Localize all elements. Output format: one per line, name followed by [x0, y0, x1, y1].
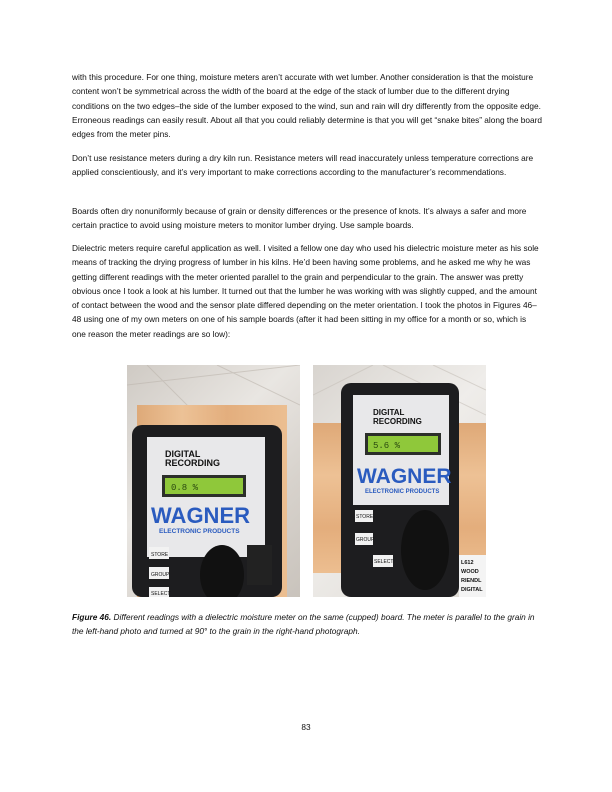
- wagner-logo: WAGNER: [151, 503, 250, 528]
- hand-grip-icon: [401, 510, 449, 590]
- paragraph-2: [72, 151, 542, 180]
- meter-photo-right-drawing: [313, 365, 486, 597]
- meter-strap: [247, 545, 272, 585]
- brand-line2: RECORDING: [165, 458, 221, 468]
- store-button-label: STORE: [151, 552, 169, 558]
- paragraph-text: Don’t use resistance meters during a dry kiln run. Resistance meters will read inaccurately unless temperature corrections are applied conscientiously, and it’s very important to make corrections according to the manufacturer’s recommendations.: [72, 153, 534, 178]
- paragraph-4: [72, 241, 542, 341]
- lcd-reading: 5.6 %: [373, 441, 401, 451]
- sticker-line: DIGITAL: [461, 587, 483, 593]
- paragraph-3: [72, 204, 542, 233]
- select-button-label: SELECT: [374, 559, 394, 565]
- group-button-label: GROUP: [356, 537, 375, 543]
- caption-label: Figure 46.: [72, 612, 112, 622]
- logo-subtitle: ELECTRONIC PRODUCTS: [365, 489, 440, 495]
- photo-meter-perpendicular: [313, 365, 486, 597]
- photo-meter-parallel: [127, 365, 300, 597]
- sticker-line: L612: [461, 560, 474, 566]
- paragraph-text: with this procedure. For one thing, moisture meters aren’t accurate with wet lumber. Another consideration is that the moisture content won’t be symmetrical across the width of the board at the edge of the stack of lumber due to the different drying conditions on the two edges–the side of the lumber exposed to the wind, sun and rain will dry differently from the opposite edge. Erroneous readings can easily result. About all that you could reliably determine is that you will get “snake bites” along the board edges from the meter pins.: [72, 72, 542, 140]
- brand-line1: DIGITAL: [373, 408, 405, 417]
- caption-text: Different readings with a dielectric moisture meter on the same (cupped) board. The meter is parallel to the grain in the left-hand photo and turned at 90° to the grain in the right-hand photograph.: [72, 612, 535, 636]
- meter-photo-left-drawing: [127, 365, 300, 597]
- select-button-label: SELECT: [151, 591, 171, 597]
- lcd-reading: 0.8 %: [171, 483, 199, 493]
- store-button-label: STORE: [356, 514, 374, 520]
- sticker-line: RIENDL: [461, 578, 482, 584]
- logo-subtitle: ELECTRONIC PRODUCTS: [159, 528, 240, 535]
- brand-line1: DIGITAL: [165, 449, 201, 459]
- page-number: 83: [301, 722, 311, 732]
- sticker-line: WOOD: [461, 569, 479, 575]
- wagner-logo: WAGNER: [357, 465, 452, 488]
- figure-caption: [72, 610, 542, 638]
- paragraph-text: Boards often dry nonuniformly because of grain or density differences or the presence of knots. It’s always a safer and more certain practice to avoid using moisture meters to monitor lumber drying. Use sample boards.: [72, 206, 527, 231]
- paragraph-text: Dielectric meters require careful application as well. I visited a fellow one day who used his dielectric moisture meter as his sole means of tracking the drying progress of lumber in his kilns. He’d been having some problems, and he asked me why he was getting different readings with the meter oriented parallel to the grain and perpendicular to the grain. The answer was pretty obvious once I took a look at his lumber. It turned out that the lumber he was working with was slightly cupped, and the amount of contact between the wood and the sensor plate differed depending on the meter orientation. I took the photos in Figures 46–48 using one of my own meters on one of his sample boards (after it had been sitting in my office for a month or so, which is one reason the meter readings are so low):: [72, 243, 539, 339]
- brand-line2: RECORDING: [373, 417, 422, 426]
- group-button-label: GROUP: [151, 572, 170, 578]
- paragraph-1: [72, 70, 542, 141]
